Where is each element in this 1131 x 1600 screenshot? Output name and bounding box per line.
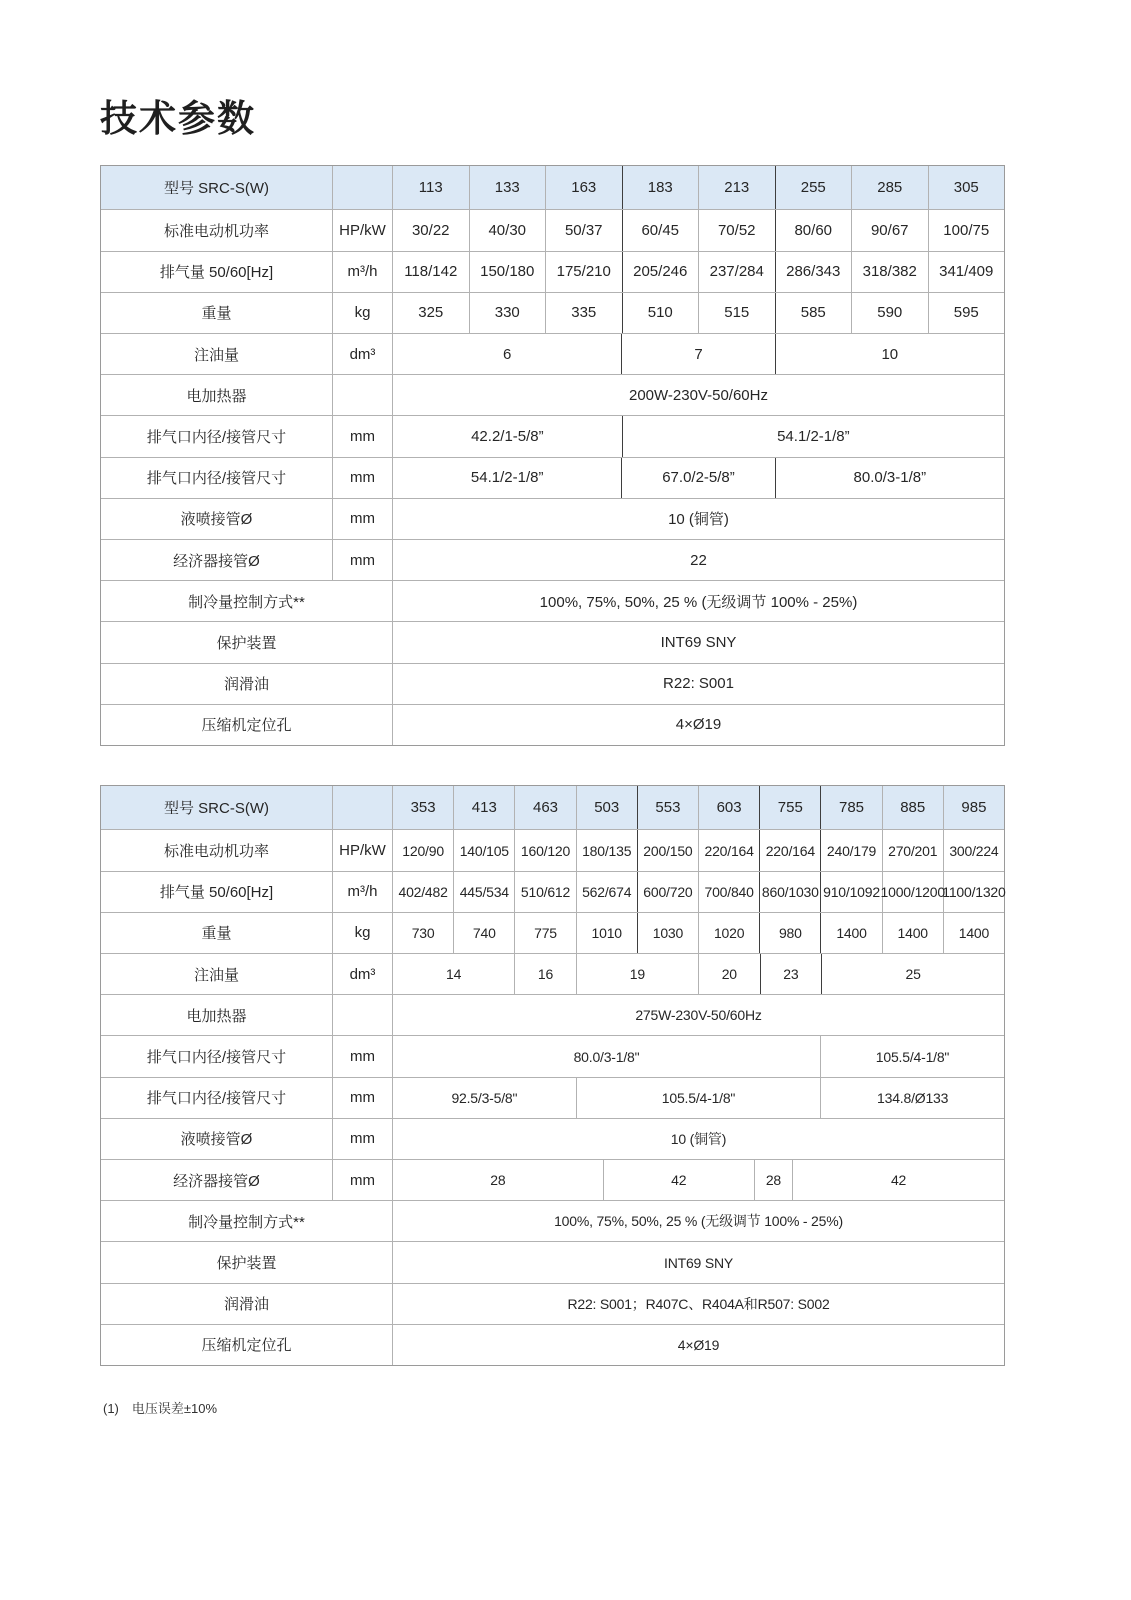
row-values (393, 830, 1004, 870)
table-row (101, 1078, 1004, 1119)
row-values (393, 786, 1004, 829)
value-cell: 980 (760, 913, 821, 953)
value-cell: 70/52 (699, 210, 776, 250)
table-header-row (101, 166, 1004, 210)
row-unit: mm (333, 416, 393, 456)
row-values (393, 705, 1004, 745)
row-values (393, 210, 1004, 250)
value-cell: 445/534 (454, 872, 515, 912)
footnote: (1) 电压误差±10% (103, 1401, 218, 1416)
model-header-cell: 285 (852, 166, 929, 209)
value-cell: 20 (699, 954, 761, 994)
value-cell: 100/75 (943, 222, 990, 240)
table-row (101, 705, 1004, 745)
row-unit: m³/h (333, 252, 393, 292)
value-cell: 700/840 (699, 872, 760, 912)
row-unit: mm (333, 1119, 393, 1159)
table-row (101, 954, 1004, 995)
row-label: 排气量 50/60[Hz] (101, 252, 333, 292)
value-cell: 175/210 (546, 252, 623, 292)
model-header-cell: 503 (577, 786, 638, 829)
value-cell: 1400 (958, 924, 990, 941)
value-cell: 585 (776, 293, 853, 333)
row-label: 制冷量控制方式** (101, 581, 393, 621)
value-cell: 54.1/2-1/8” (393, 458, 622, 498)
row-label: 液喷接管Ø (101, 499, 333, 539)
row-label: 液喷接管Ø (101, 1119, 333, 1159)
spec-table-1 (100, 165, 1005, 746)
row-label: 润滑油 (101, 664, 393, 704)
value-cell: 7 (622, 334, 775, 374)
model-header-cell: 603 (699, 786, 760, 829)
value-cell: INT69 SNY (660, 634, 737, 652)
row-label: 润滑油 (101, 1284, 393, 1324)
table-row (101, 622, 1004, 663)
value-cell: 237/284 (699, 252, 776, 292)
row-label: 型号 SRC-S(W) (101, 786, 333, 829)
value-cell: 10 (铜管) (668, 511, 729, 529)
value-cell: 50/37 (546, 210, 623, 250)
value-cell: 10 (铜管) (670, 1130, 727, 1147)
value-cell: 730 (393, 913, 454, 953)
value-cell: 590 (852, 293, 929, 333)
value-cell: 60/45 (623, 210, 700, 250)
model-header-cell: 413 (454, 786, 515, 829)
row-unit: dm³ (333, 334, 393, 374)
model-header-cell: 305 (953, 179, 979, 197)
row-label: 标准电动机功率 (101, 210, 333, 250)
value-cell: 10 (881, 345, 899, 363)
value-cell: 595 (953, 304, 979, 322)
value-cell: 90/67 (852, 210, 929, 250)
value-cell: 42 (604, 1160, 755, 1200)
value-cell: 335 (546, 293, 623, 333)
table-row (101, 416, 1004, 457)
table-row (101, 1119, 1004, 1160)
row-unit: dm³ (333, 954, 393, 994)
value-cell: 118/142 (393, 252, 470, 292)
value-cell: 1010 (577, 913, 638, 953)
row-values (393, 293, 1004, 333)
value-cell: 4×Ø19 (677, 1336, 720, 1353)
table-row (101, 1325, 1004, 1365)
table-row (101, 252, 1004, 293)
row-values (393, 334, 1004, 374)
row-unit (333, 375, 393, 415)
row-values (393, 1078, 1004, 1118)
value-cell: 1400 (883, 913, 944, 953)
table-row (101, 872, 1004, 913)
value-cell: 240/179 (821, 830, 882, 870)
row-label: 保护装置 (101, 622, 393, 662)
value-cell: 134.8/Ø133 (877, 1089, 949, 1106)
table-row (101, 375, 1004, 416)
value-cell: 80.0/3-1/8” (853, 469, 927, 487)
row-label: 排气口内径/接管尺寸 (101, 1078, 333, 1118)
row-values (393, 664, 1004, 704)
value-cell: 42 (890, 1172, 907, 1189)
table-row (101, 1201, 1004, 1242)
spec-table-2 (100, 785, 1005, 1366)
row-label: 制冷量控制方式** (101, 1201, 393, 1241)
value-cell: 402/482 (393, 872, 454, 912)
table-row (101, 1284, 1004, 1325)
row-label: 保护装置 (101, 1242, 393, 1282)
value-cell: 275W-230V-50/60Hz (635, 1007, 762, 1024)
model-header-cell: 113 (393, 166, 470, 209)
value-cell: 1030 (638, 913, 699, 953)
model-header-cell: 255 (776, 166, 853, 209)
value-cell: 30/22 (393, 210, 470, 250)
row-values (393, 540, 1004, 580)
table-row (101, 458, 1004, 499)
value-cell: 23 (761, 954, 823, 994)
row-label: 重量 (101, 293, 333, 333)
value-cell: 180/135 (577, 830, 638, 870)
value-cell: 22 (690, 551, 707, 569)
value-cell: 562/674 (577, 872, 638, 912)
model-header-cell: 553 (638, 786, 699, 829)
row-unit: kg (333, 913, 393, 953)
row-values (393, 416, 1004, 456)
value-cell: 775 (515, 913, 576, 953)
row-unit (333, 995, 393, 1035)
row-label: 压缩机定位孔 (101, 705, 393, 745)
value-cell: 910/1092 (821, 872, 882, 912)
value-cell: 220/164 (760, 830, 821, 870)
value-cell: 100%, 75%, 50%, 25 % (无级调节 100% - 25%) (539, 593, 858, 611)
value-cell: 330 (470, 293, 547, 333)
value-cell: 325 (393, 293, 470, 333)
value-cell: 1400 (821, 913, 882, 953)
value-cell: 80/60 (776, 210, 853, 250)
row-unit: mm (333, 1036, 393, 1076)
value-cell: 200/150 (638, 830, 699, 870)
value-cell: 19 (577, 954, 699, 994)
row-unit: mm (333, 1078, 393, 1118)
table-header-row (101, 786, 1004, 830)
row-unit: m³/h (333, 872, 393, 912)
row-label: 排气量 50/60[Hz] (101, 872, 333, 912)
value-cell: 200W-230V-50/60Hz (629, 386, 768, 404)
value-cell: R22: S001 (663, 675, 734, 693)
value-cell: 600/720 (638, 872, 699, 912)
row-values (393, 1119, 1004, 1159)
value-cell: 120/90 (393, 830, 454, 870)
row-label: 电加热器 (101, 375, 333, 415)
row-unit (333, 166, 393, 209)
model-header-cell: 885 (883, 786, 944, 829)
row-label: 经济器接管Ø (101, 540, 333, 580)
value-cell: 515 (699, 293, 776, 333)
model-header-cell: 183 (623, 166, 700, 209)
row-label: 型号 SRC-S(W) (101, 166, 333, 209)
value-cell: 220/164 (699, 830, 760, 870)
row-label: 重量 (101, 913, 333, 953)
value-cell: 1020 (699, 913, 760, 953)
value-cell: 140/105 (454, 830, 515, 870)
row-label: 排气口内径/接管尺寸 (101, 1036, 333, 1076)
value-cell: 300/224 (949, 842, 999, 859)
value-cell: 14 (393, 954, 515, 994)
row-values (393, 1036, 1004, 1076)
value-cell: 42.2/1-5/8” (393, 416, 623, 456)
row-values (393, 913, 1004, 953)
value-cell: 100%, 75%, 50%, 25 % (无级调节 100% - 25%) (554, 1213, 843, 1230)
model-header-cell: 213 (699, 166, 776, 209)
row-values (393, 1160, 1004, 1200)
row-values (393, 872, 1004, 912)
value-cell: 25 (905, 966, 921, 983)
model-header-cell: 463 (515, 786, 576, 829)
value-cell: 1100/1320 (942, 883, 1006, 900)
value-cell: 205/246 (623, 252, 700, 292)
value-cell: 28 (755, 1160, 793, 1200)
row-values (393, 1201, 1004, 1241)
value-cell: 740 (454, 913, 515, 953)
value-cell: 40/30 (470, 210, 547, 250)
row-values (393, 1242, 1004, 1282)
value-cell: INT69 SNY (664, 1254, 733, 1271)
row-values (393, 1325, 1004, 1365)
value-cell: 510 (623, 293, 700, 333)
value-cell: 28 (393, 1160, 604, 1200)
table-row (101, 1036, 1004, 1077)
model-header-cell: 133 (470, 166, 547, 209)
table-row (101, 334, 1004, 375)
value-cell: R22: S001；R407C、R404A和R507: S002 (567, 1295, 830, 1312)
row-unit: kg (333, 293, 393, 333)
row-values (393, 499, 1004, 539)
row-label: 标准电动机功率 (101, 830, 333, 870)
row-values (393, 954, 1004, 994)
row-label: 注油量 (101, 954, 333, 994)
value-cell: 860/1030 (760, 872, 821, 912)
table-row (101, 540, 1004, 581)
value-cell: 318/382 (852, 252, 929, 292)
table-row (101, 581, 1004, 622)
value-cell: 16 (515, 954, 577, 994)
row-values (393, 1284, 1004, 1324)
value-cell: 270/201 (883, 830, 944, 870)
model-header-cell: 353 (393, 786, 454, 829)
row-values (393, 375, 1004, 415)
row-unit: mm (333, 1160, 393, 1200)
table-row (101, 1242, 1004, 1283)
row-label: 排气口内径/接管尺寸 (101, 416, 333, 456)
table-row (101, 664, 1004, 705)
value-cell: 105.5/4-1/8" (577, 1078, 822, 1118)
row-values (393, 458, 1004, 498)
row-values (393, 166, 1004, 209)
value-cell: 4×Ø19 (675, 716, 722, 734)
table-row (101, 210, 1004, 251)
row-label: 经济器接管Ø (101, 1160, 333, 1200)
row-unit: HP/kW (333, 210, 393, 250)
row-label: 压缩机定位孔 (101, 1325, 393, 1365)
value-cell: 286/343 (776, 252, 853, 292)
value-cell: 160/120 (515, 830, 576, 870)
value-cell: 54.1/2-1/8” (777, 428, 850, 446)
value-cell: 67.0/2-5/8” (622, 458, 775, 498)
row-unit: HP/kW (333, 830, 393, 870)
value-cell: 150/180 (470, 252, 547, 292)
table-row (101, 1160, 1004, 1201)
value-cell: 80.0/3-1/8" (393, 1036, 821, 1076)
table-row (101, 995, 1004, 1036)
row-unit: mm (333, 458, 393, 498)
table-row (101, 830, 1004, 871)
table-row (101, 499, 1004, 540)
page-title: 技术参数 (100, 98, 256, 139)
value-cell: 341/409 (939, 263, 994, 281)
model-header-cell: 985 (961, 799, 987, 817)
row-label: 电加热器 (101, 995, 333, 1035)
value-cell: 510/612 (515, 872, 576, 912)
value-cell: 6 (393, 334, 622, 374)
row-label: 注油量 (101, 334, 333, 374)
row-unit (333, 786, 393, 829)
table-row (101, 913, 1004, 954)
row-unit: mm (333, 540, 393, 580)
model-header-cell: 163 (546, 166, 623, 209)
value-cell: 92.5/3-5/8" (393, 1078, 577, 1118)
row-values (393, 622, 1004, 662)
row-unit: mm (333, 499, 393, 539)
row-label: 排气口内径/接管尺寸 (101, 458, 333, 498)
model-header-cell: 785 (821, 786, 882, 829)
model-header-cell: 755 (760, 786, 821, 829)
value-cell: 105.5/4-1/8" (875, 1048, 950, 1065)
row-values (393, 252, 1004, 292)
value-cell: 1000/1200 (883, 872, 944, 912)
row-values (393, 995, 1004, 1035)
row-values (393, 581, 1004, 621)
table-row (101, 293, 1004, 334)
